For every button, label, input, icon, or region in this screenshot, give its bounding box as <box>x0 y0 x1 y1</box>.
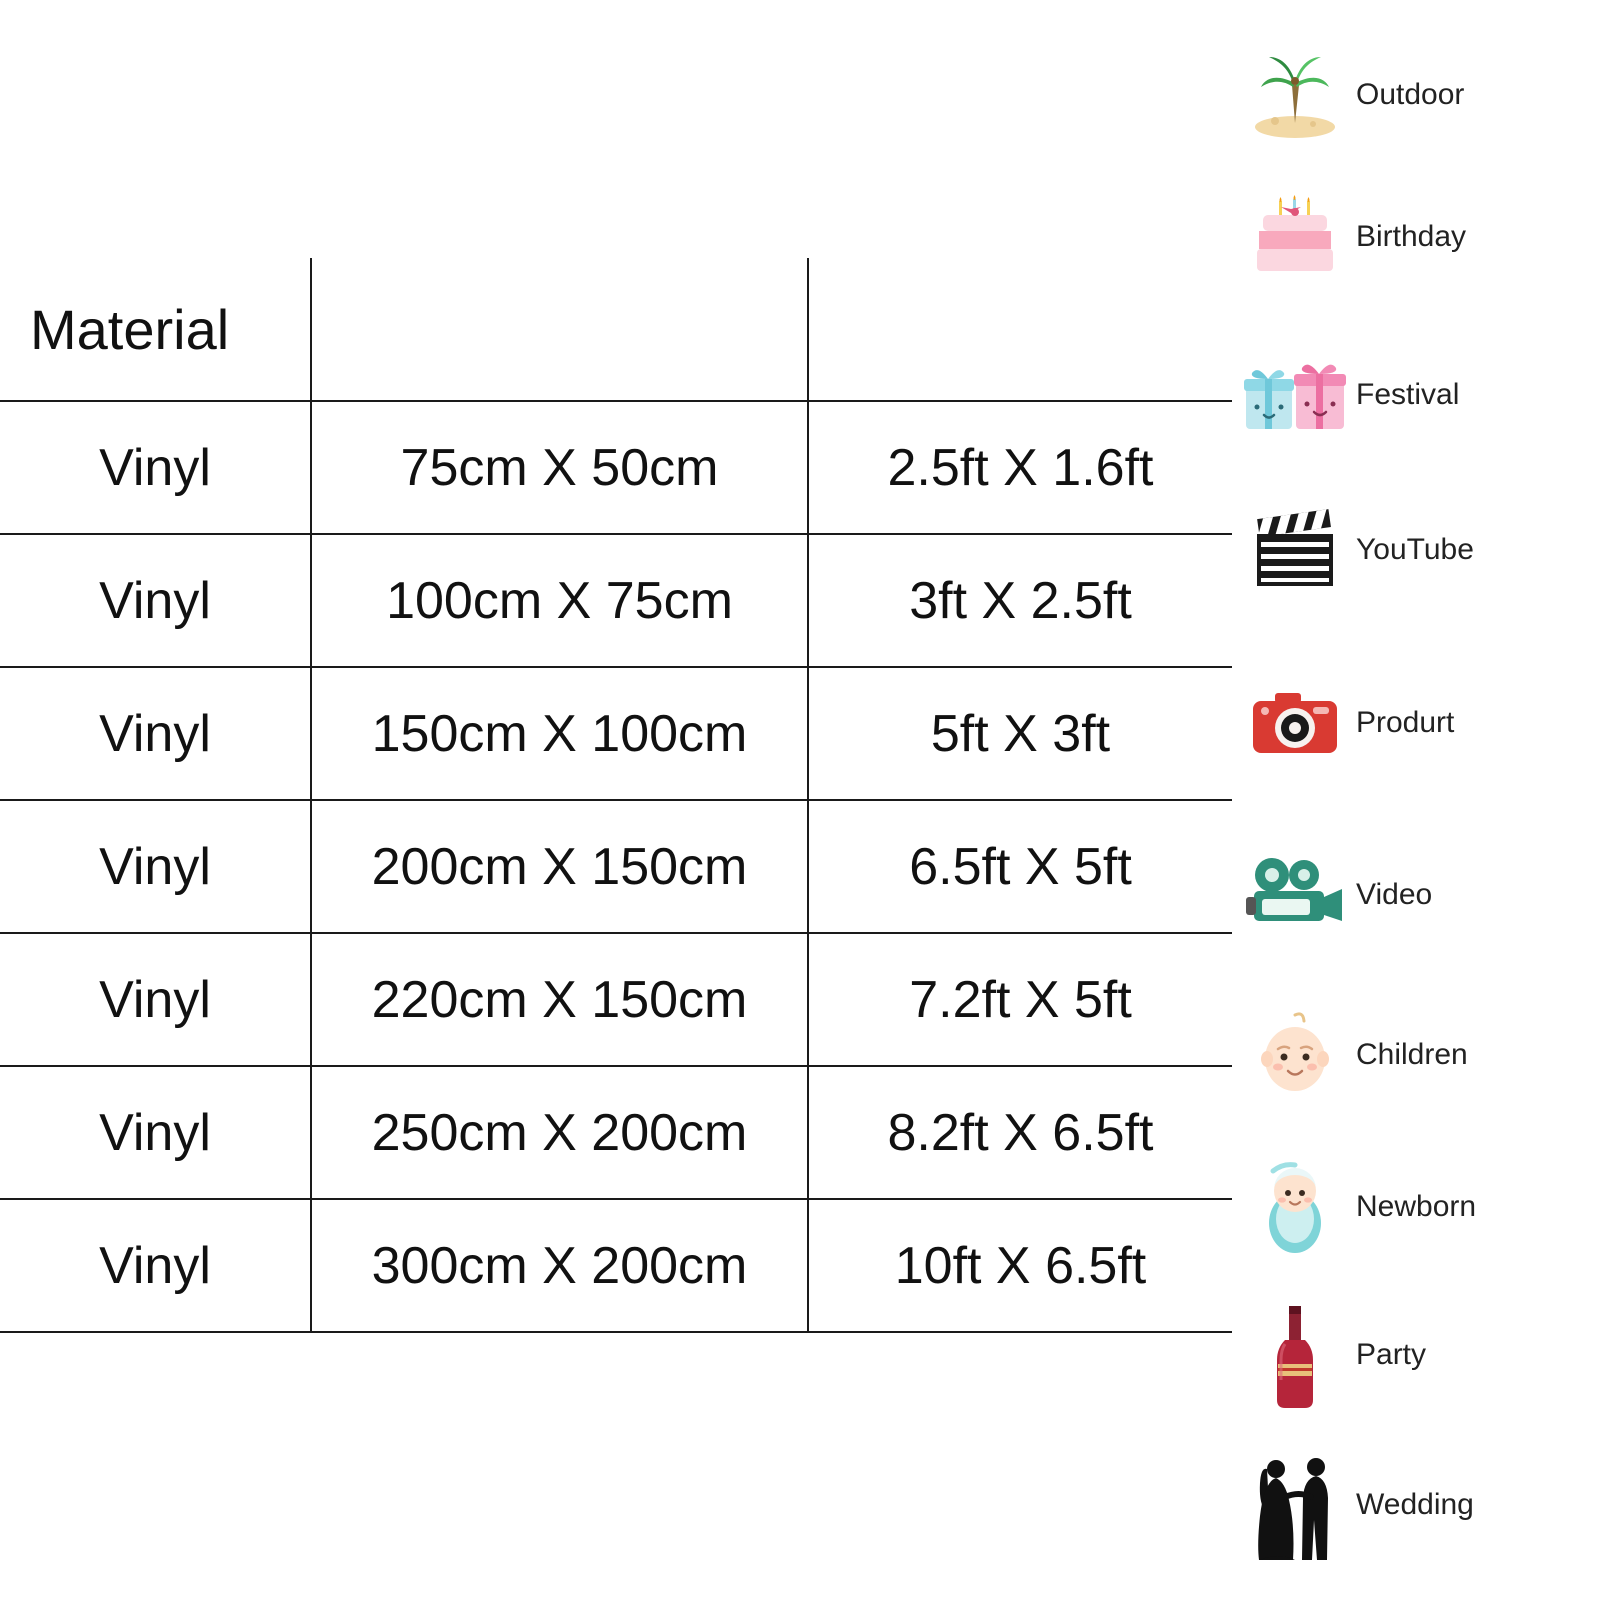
cell-material <box>0 534 311 667</box>
cell-material <box>0 1199 311 1332</box>
category-label: Newborn <box>1356 1190 1477 1223</box>
cell-ft-text: 10ft X 6.5ft <box>894 1236 1147 1295</box>
gift-boxes-icon <box>1240 340 1350 450</box>
size-table-container <box>0 258 1228 1333</box>
cell-material-text: Vinyl <box>99 704 211 763</box>
video-camera-icon <box>1240 840 1350 950</box>
table-header-ft <box>808 258 1232 401</box>
cell-ft <box>808 1066 1232 1199</box>
category-label: Children <box>1356 1038 1468 1071</box>
birthday-cake-icon <box>1240 182 1350 292</box>
table-row <box>0 1199 1232 1332</box>
cell-material-text: Vinyl <box>99 1103 211 1162</box>
cell-ft-text: 8.2ft X 6.5ft <box>887 1103 1154 1162</box>
cell-cm <box>311 401 808 534</box>
cell-ft-text: 3ft X 2.5ft <box>909 571 1132 630</box>
cell-cm-text: 75cm X 50cm <box>400 438 719 497</box>
cell-ft <box>808 667 1232 800</box>
category-item-newborn[interactable] <box>1240 1152 1600 1262</box>
newborn-icon <box>1240 1152 1350 1262</box>
category-label: Festival <box>1356 378 1460 411</box>
cell-cm <box>311 1199 808 1332</box>
cell-cm-text: 300cm X 200cm <box>371 1236 748 1295</box>
category-item-youtube[interactable] <box>1240 495 1600 605</box>
table-header-row <box>0 258 1232 401</box>
cell-cm-text: 220cm X 150cm <box>371 970 748 1029</box>
wine-bottle-icon <box>1240 1300 1350 1410</box>
category-label: Birthday <box>1356 220 1467 253</box>
baby-face-icon <box>1240 1000 1350 1110</box>
category-item-outdoor[interactable] <box>1240 40 1600 150</box>
table-header-cm <box>311 258 808 401</box>
category-label: Wedding <box>1356 1488 1474 1521</box>
cell-ft <box>808 1199 1232 1332</box>
cell-material-text: Vinyl <box>99 438 211 497</box>
table-row <box>0 401 1232 534</box>
cell-ft-text: 6.5ft X 5ft <box>909 837 1132 896</box>
table-row <box>0 534 1232 667</box>
category-label: Video <box>1356 878 1433 911</box>
bride-groom-icon <box>1240 1450 1350 1560</box>
cell-cm-text: 200cm X 150cm <box>371 837 748 896</box>
cell-ft-text: 5ft X 3ft <box>930 704 1111 763</box>
cell-cm <box>311 534 808 667</box>
cell-ft <box>808 401 1232 534</box>
cell-cm-text: 150cm X 100cm <box>371 704 748 763</box>
category-list <box>1240 0 1600 1600</box>
category-item-produrt[interactable] <box>1240 668 1600 778</box>
table-row <box>0 1066 1232 1199</box>
category-label: Produrt <box>1356 706 1455 739</box>
cell-material <box>0 401 311 534</box>
cell-ft <box>808 800 1232 933</box>
cell-cm <box>311 933 808 1066</box>
cell-material <box>0 800 311 933</box>
cell-cm <box>311 800 808 933</box>
clapperboard-icon <box>1240 495 1350 605</box>
cell-ft-text: 2.5ft X 1.6ft <box>887 438 1154 497</box>
category-item-children[interactable] <box>1240 1000 1600 1110</box>
cell-cm-text: 250cm X 200cm <box>371 1103 748 1162</box>
cell-cm <box>311 667 808 800</box>
palm-island-icon <box>1240 40 1350 150</box>
cell-ft <box>808 534 1232 667</box>
cell-material <box>0 933 311 1066</box>
category-label: Party <box>1356 1338 1427 1371</box>
category-item-party[interactable] <box>1240 1300 1600 1410</box>
category-label: YouTube <box>1356 533 1474 566</box>
category-item-wedding[interactable] <box>1240 1450 1600 1560</box>
table-row <box>0 667 1232 800</box>
cell-material <box>0 1066 311 1199</box>
table-header-material <box>0 258 311 401</box>
cell-material-text: Vinyl <box>99 970 211 1029</box>
cell-material-text: Vinyl <box>99 1236 211 1295</box>
table-header-material-label: Material <box>30 297 230 361</box>
cell-cm-text: 100cm X 75cm <box>386 571 733 630</box>
table-row <box>0 800 1232 933</box>
category-item-birthday[interactable] <box>1240 182 1600 292</box>
size-table <box>0 258 1232 1333</box>
cell-material-text: Vinyl <box>99 837 211 896</box>
category-item-festival[interactable] <box>1240 340 1600 450</box>
cell-material-text: Vinyl <box>99 571 211 630</box>
cell-cm <box>311 1066 808 1199</box>
cell-ft-text: 7.2ft X 5ft <box>909 970 1132 1029</box>
cell-material <box>0 667 311 800</box>
table-row <box>0 933 1232 1066</box>
category-label: Outdoor <box>1356 78 1465 111</box>
category-item-video[interactable] <box>1240 840 1600 950</box>
cell-ft <box>808 933 1232 1066</box>
camera-icon <box>1240 668 1350 778</box>
